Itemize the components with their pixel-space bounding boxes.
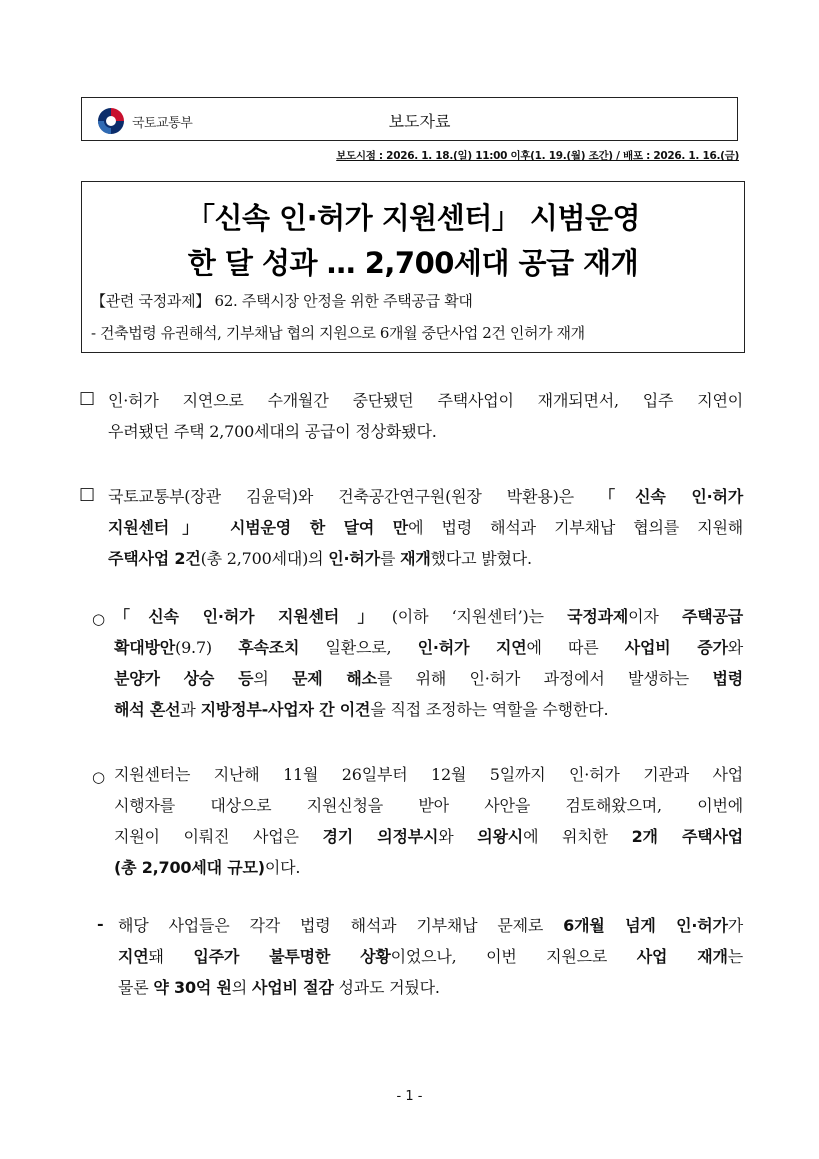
ministry-name: 국토교통부: [132, 115, 193, 131]
text-span: (이하 ‘지원센터’)는: [391, 607, 568, 626]
paragraph-4: [114, 759, 743, 883]
paragraph-line: [118, 910, 743, 941]
headline-line-2: 한 달 성과 … 2,700세대 공급 재개: [187, 246, 639, 280]
text-span: (9.7): [175, 638, 239, 657]
paragraph-line: [118, 972, 743, 1003]
text-span: 을 직접 조정하는 역할을 수행한다.: [370, 700, 609, 719]
bold-text: 사업비 절감: [251, 978, 334, 997]
paragraph-line: [118, 941, 743, 972]
bold-text: 2개 주택사업: [631, 827, 743, 846]
bold-text: 해석 혼선: [114, 700, 181, 719]
bold-text: 국정과제: [567, 607, 629, 626]
bold-text: 인·허가 지연: [417, 638, 527, 657]
text-span: 이자: [628, 607, 682, 626]
bold-text: 지연: [118, 947, 149, 966]
text-span: 일환으로,: [299, 638, 418, 657]
text-span: 를 위해 인·허가 과정에서 발생하는: [376, 669, 713, 688]
bold-text: 경기 의정부시: [322, 827, 439, 846]
release-schedule: 보도시점 : 2026. 1. 18.(일) 11:00 이후(1. 19.(월) 조간) / 배포 : 2026. 1. 16.(금): [336, 150, 739, 162]
paragraph-3: [114, 601, 743, 725]
paragraph-line: [114, 601, 743, 632]
text-span: 와: [438, 827, 478, 846]
text-span: 국토교통부(장관 김윤덕)와 건축공간연구원(원장 박환용)은: [108, 487, 600, 506]
paragraph-line: [114, 632, 743, 663]
circle-bullet: ○: [92, 610, 106, 628]
bold-text: 입주가 불투명한 상황: [193, 947, 391, 966]
text-span: 가: [727, 916, 743, 935]
bold-text: 지방정부-사업자 간 이견: [200, 700, 371, 719]
paragraph-line: 인·허가 지연으로 수개월간 중단됐던 주택사업이 재개되면서, 입주 지연이: [108, 391, 743, 410]
text-span: 과: [180, 700, 201, 719]
headline-line-1: 「신속 인·허가 지원센터」 시범운영: [186, 201, 640, 235]
page-number: - 1 -: [396, 1089, 423, 1104]
document-type: 보도자료: [388, 112, 451, 131]
square-bullet: □: [79, 484, 96, 504]
bold-text: 인·허가: [328, 549, 380, 568]
headline-subtitle: - 건축법령 유권해석, 기부채납 협의 지원으로 6개월 중단사업 2건 인허가 재개: [91, 324, 585, 342]
paragraph-2: [108, 481, 743, 574]
paragraph-line: 시행자를 대상으로 지원신청을 받아 사안을 검토해왔으며, 이번에: [114, 796, 743, 815]
bold-text: 의왕시: [477, 827, 524, 846]
text-span: 에 위치한: [523, 827, 632, 846]
bold-text: 사업 재개: [636, 947, 728, 966]
text-span: 는: [727, 947, 744, 966]
bold-text: 재개: [400, 549, 431, 568]
text-span: 해당 사업들은 각각 법령 해석과 기부채납 문제로: [118, 916, 564, 935]
bold-text: 사업비 증가: [624, 638, 728, 657]
bold-text: 문제 해소: [292, 669, 377, 688]
paragraph-line: [108, 481, 743, 512]
related-policy-task: 【관련 국정과제】 62. 주택시장 안정을 위한 주택공급 확대: [91, 292, 473, 310]
bold-text: 주택사업 2건: [108, 549, 201, 568]
bold-text: 지원센터」 시범운영 한 달여 만: [108, 518, 409, 537]
text-span: 를: [379, 549, 401, 568]
text-span: 의: [231, 978, 252, 997]
paragraph-line: [114, 852, 743, 883]
text-span: (총 2,700세대)의: [200, 549, 329, 568]
text-span: 이다.: [264, 858, 301, 877]
bold-text: 「신속 인·허가: [599, 487, 743, 506]
bold-text: 확대방안: [114, 638, 176, 657]
text-span: 돼: [148, 947, 194, 966]
text-span: 와: [727, 638, 743, 657]
paragraph-line: 지원센터는 지난해 11월 26일부터 12월 5일까지 인·허가 기관과 사업: [114, 765, 743, 784]
text-span: 지원이 이뤄진 사업은: [114, 827, 323, 846]
paragraph-line: [114, 694, 743, 725]
paragraph-1: [108, 385, 743, 447]
paragraph-line: [108, 543, 743, 574]
headline-box: [81, 181, 745, 353]
text-span: 에 법령 해석과 기부채납 협의를 지원해: [408, 518, 744, 537]
bold-text: 주택공급: [681, 607, 744, 626]
dash-bullet: -: [97, 914, 104, 933]
text-span: 했다고 밝혔다.: [430, 549, 532, 568]
bold-text: (총 2,700세대 규모): [114, 858, 265, 877]
paragraph-line: [108, 512, 743, 543]
circle-bullet: ○: [92, 768, 106, 786]
text-span: 에 따른: [526, 638, 625, 657]
text-span: 이었으나, 이번 지원으로: [390, 947, 637, 966]
bold-text: 분양가 상승 등: [114, 669, 254, 688]
bold-text: 법령: [712, 669, 743, 688]
press-header: [81, 97, 738, 141]
paragraph-line: [114, 663, 743, 694]
bold-text: 후속조치: [238, 638, 300, 657]
bold-text: 6개월 넘게 인·허가: [563, 916, 728, 935]
paragraph-line: [114, 821, 743, 852]
square-bullet: □: [79, 388, 96, 408]
text-span: 물론: [118, 978, 154, 997]
text-span: 성과도 거뒀다.: [333, 978, 440, 997]
bold-text: 「신속 인·허가 지원센터」: [114, 607, 392, 626]
bold-text: 약 30억 원: [153, 978, 232, 997]
paragraph-5: [118, 910, 743, 1003]
text-span: 의: [253, 669, 293, 688]
paragraph-line: 우려됐던 주택 2,700세대의 공급이 정상화됐다.: [108, 422, 437, 441]
